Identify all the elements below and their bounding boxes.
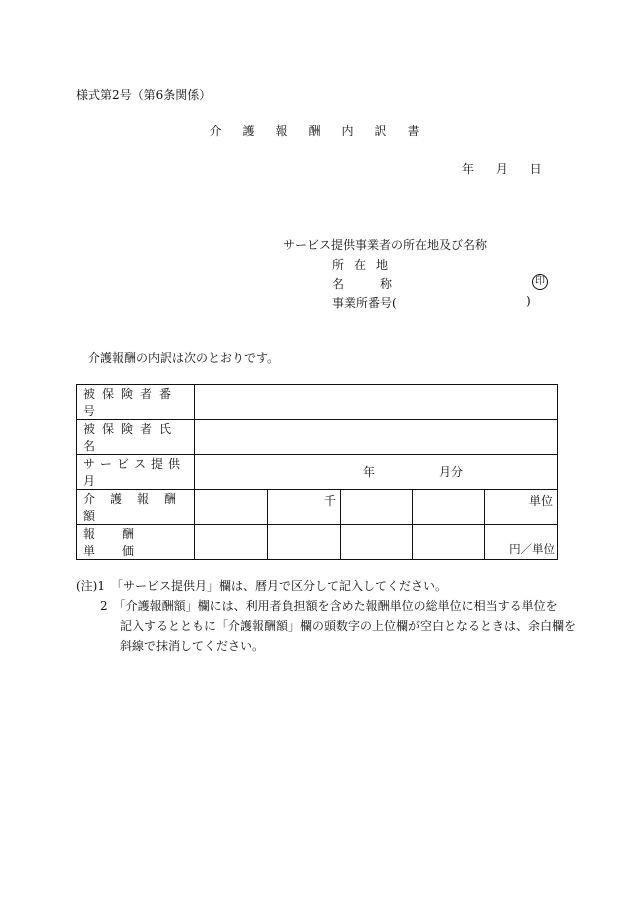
unit-price-box[interactable] — [485, 525, 558, 560]
service-month-field[interactable] — [195, 455, 558, 490]
unit-mark: 単位 — [529, 494, 554, 508]
year-unit: 年 — [363, 465, 376, 479]
office-number-label: 事業所番号( — [332, 296, 397, 310]
care-fee-digit-box[interactable] — [195, 490, 268, 525]
intro-text: 介護報酬の内訳は次のとおりです。 — [88, 351, 280, 365]
insured-number-label: 被保険者番号 — [77, 385, 195, 420]
name-label: 名称 — [332, 277, 429, 291]
note-line: 斜線で抹消してください。 — [120, 639, 265, 653]
breakdown-table — [76, 384, 558, 560]
unit-price-box[interactable] — [413, 525, 485, 560]
table-row — [77, 455, 558, 490]
unit-price-label: 報酬単価 — [77, 525, 195, 560]
unit-price-box[interactable] — [268, 525, 341, 560]
thousand-mark: 千 — [323, 494, 336, 508]
yen-per-unit-mark: 円／単位 — [509, 542, 556, 556]
form-number: 様式第2号（第6条関係） — [76, 88, 212, 102]
note-line: 2 「介護報酬額」欄には、利用者負担額を含めた報酬単位の総単位に相当する単位を — [100, 599, 558, 613]
insured-name-field[interactable] — [195, 420, 558, 455]
insured-number-field[interactable] — [195, 385, 558, 420]
note-line: 記入するとともに「介護報酬額」欄の頭数字の上位欄が空白となるときは、余白欄を — [120, 619, 577, 633]
insured-name-label: 被保険者氏名 — [77, 420, 195, 455]
address-label: 所在地 — [332, 258, 399, 272]
care-fee-digit-box[interactable] — [268, 490, 341, 525]
table-row — [77, 420, 558, 455]
table-row — [77, 525, 558, 560]
date-line: 年 月 日 — [462, 162, 542, 176]
note-line: (注)1 「サービス提供月」欄は、暦月で区分して記入してください。 — [76, 579, 448, 593]
care-fee-label: 介護報酬額 — [77, 490, 195, 525]
care-fee-digit-box[interactable] — [413, 490, 485, 525]
document-title: 介護報酬内訳書 — [209, 124, 441, 138]
service-month-label: サービス提供月 — [77, 455, 195, 490]
month-unit: 月分 — [439, 465, 464, 479]
table-row — [77, 490, 558, 525]
care-fee-digit-box[interactable] — [341, 490, 413, 525]
office-number-close: ) — [526, 294, 531, 308]
unit-price-box[interactable] — [341, 525, 413, 560]
table-row — [77, 385, 558, 420]
seal-mark: 印 — [532, 274, 548, 290]
provider-heading: サービス提供事業者の所在地及び名称 — [283, 238, 488, 252]
unit-price-box[interactable] — [195, 525, 268, 560]
care-fee-digit-box[interactable] — [485, 490, 558, 525]
